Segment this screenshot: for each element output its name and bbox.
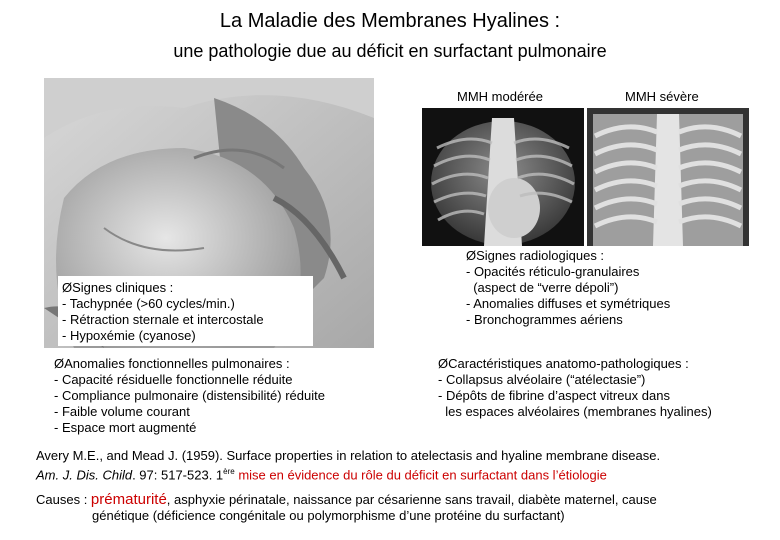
radiological-heading: Signes radiologiques : — [476, 248, 605, 263]
reference-volume: . 97: 517-523. 1 — [132, 467, 224, 483]
xray-moderate-image — [422, 108, 584, 246]
functional-anomalies — [54, 356, 325, 436]
pathology-item: - Collapsus alvéolaire (“atélectasie”) — [438, 372, 646, 387]
clinical-item: - Rétraction sternale et intercostale — [62, 312, 264, 327]
pathology-item: les espaces alvéolaires (membranes hyalines) — [438, 404, 712, 419]
xray-label-severe: MMH sévère — [625, 89, 699, 104]
reference-line1: Avery M.E., and Mead J. (1959). Surface properties in relation to atelectasis and hyaline membrane disease. — [36, 448, 661, 463]
radiological-item: - Anomalies diffuses et symétriques — [466, 296, 671, 311]
causes-highlight: prématurité — [90, 491, 167, 508]
functional-item: - Compliance pulmonaire (distensibilité) réduite — [54, 388, 325, 403]
xray-severe-image — [587, 108, 749, 246]
causes — [36, 492, 657, 524]
causes-rest1: , asphyxie périnatale, naissance par césarienne sans travail, diabète maternel, cause — [166, 492, 657, 507]
arrow-icon: Ø — [466, 248, 477, 263]
clinical-signs — [62, 280, 264, 344]
causes-label: Causes : — [36, 492, 91, 507]
reference-journal: Am. J. Dis. Child — [36, 467, 133, 483]
functional-heading: Anomalies fonctionnelles pulmonaires : — [64, 356, 290, 371]
page-subtitle: une pathologie due au déficit en surfactant pulmonaire — [173, 41, 607, 61]
radiological-item: - Bronchogrammes aériens — [466, 312, 623, 327]
page-title: La Maladie des Membranes Hyalines : — [219, 10, 561, 32]
reference-citation — [36, 448, 660, 483]
arrow-icon: Ø — [438, 356, 449, 371]
functional-item: - Espace mort augmenté — [54, 420, 197, 435]
pathology-item: - Dépôts de fibrine d’aspect vitreux dans — [438, 388, 670, 403]
pathology-heading: Caractéristiques anatomo-pathologiques : — [448, 356, 689, 371]
radiological-item: (aspect de “verre dépoli”) — [466, 280, 619, 295]
clinical-item: - Hypoxémie (cyanose) — [62, 328, 196, 343]
clinical-heading: Signes cliniques : — [72, 280, 174, 295]
clinical-item: - Tachypnée (>60 cycles/min.) — [62, 296, 235, 311]
xray-label-moderate: MMH modérée — [457, 89, 543, 104]
reference-emphasis: mise en évidence du rôle du déficit en surfactant dans l’étiologie — [234, 467, 607, 483]
functional-item: - Faible volume courant — [54, 404, 190, 419]
arrow-icon: Ø — [62, 280, 73, 295]
radiological-signs — [466, 248, 670, 328]
pathology-features — [438, 356, 712, 420]
functional-item: - Capacité résiduelle fonctionnelle réduite — [54, 372, 293, 387]
causes-rest2: génétique (déficience congénitale ou polymorphisme d’une protéine du surfactant) — [92, 508, 565, 523]
arrow-icon: Ø — [54, 356, 65, 371]
radiological-item: - Opacités réticulo-granulaires — [466, 264, 640, 279]
reference-superscript: ère — [223, 467, 235, 476]
